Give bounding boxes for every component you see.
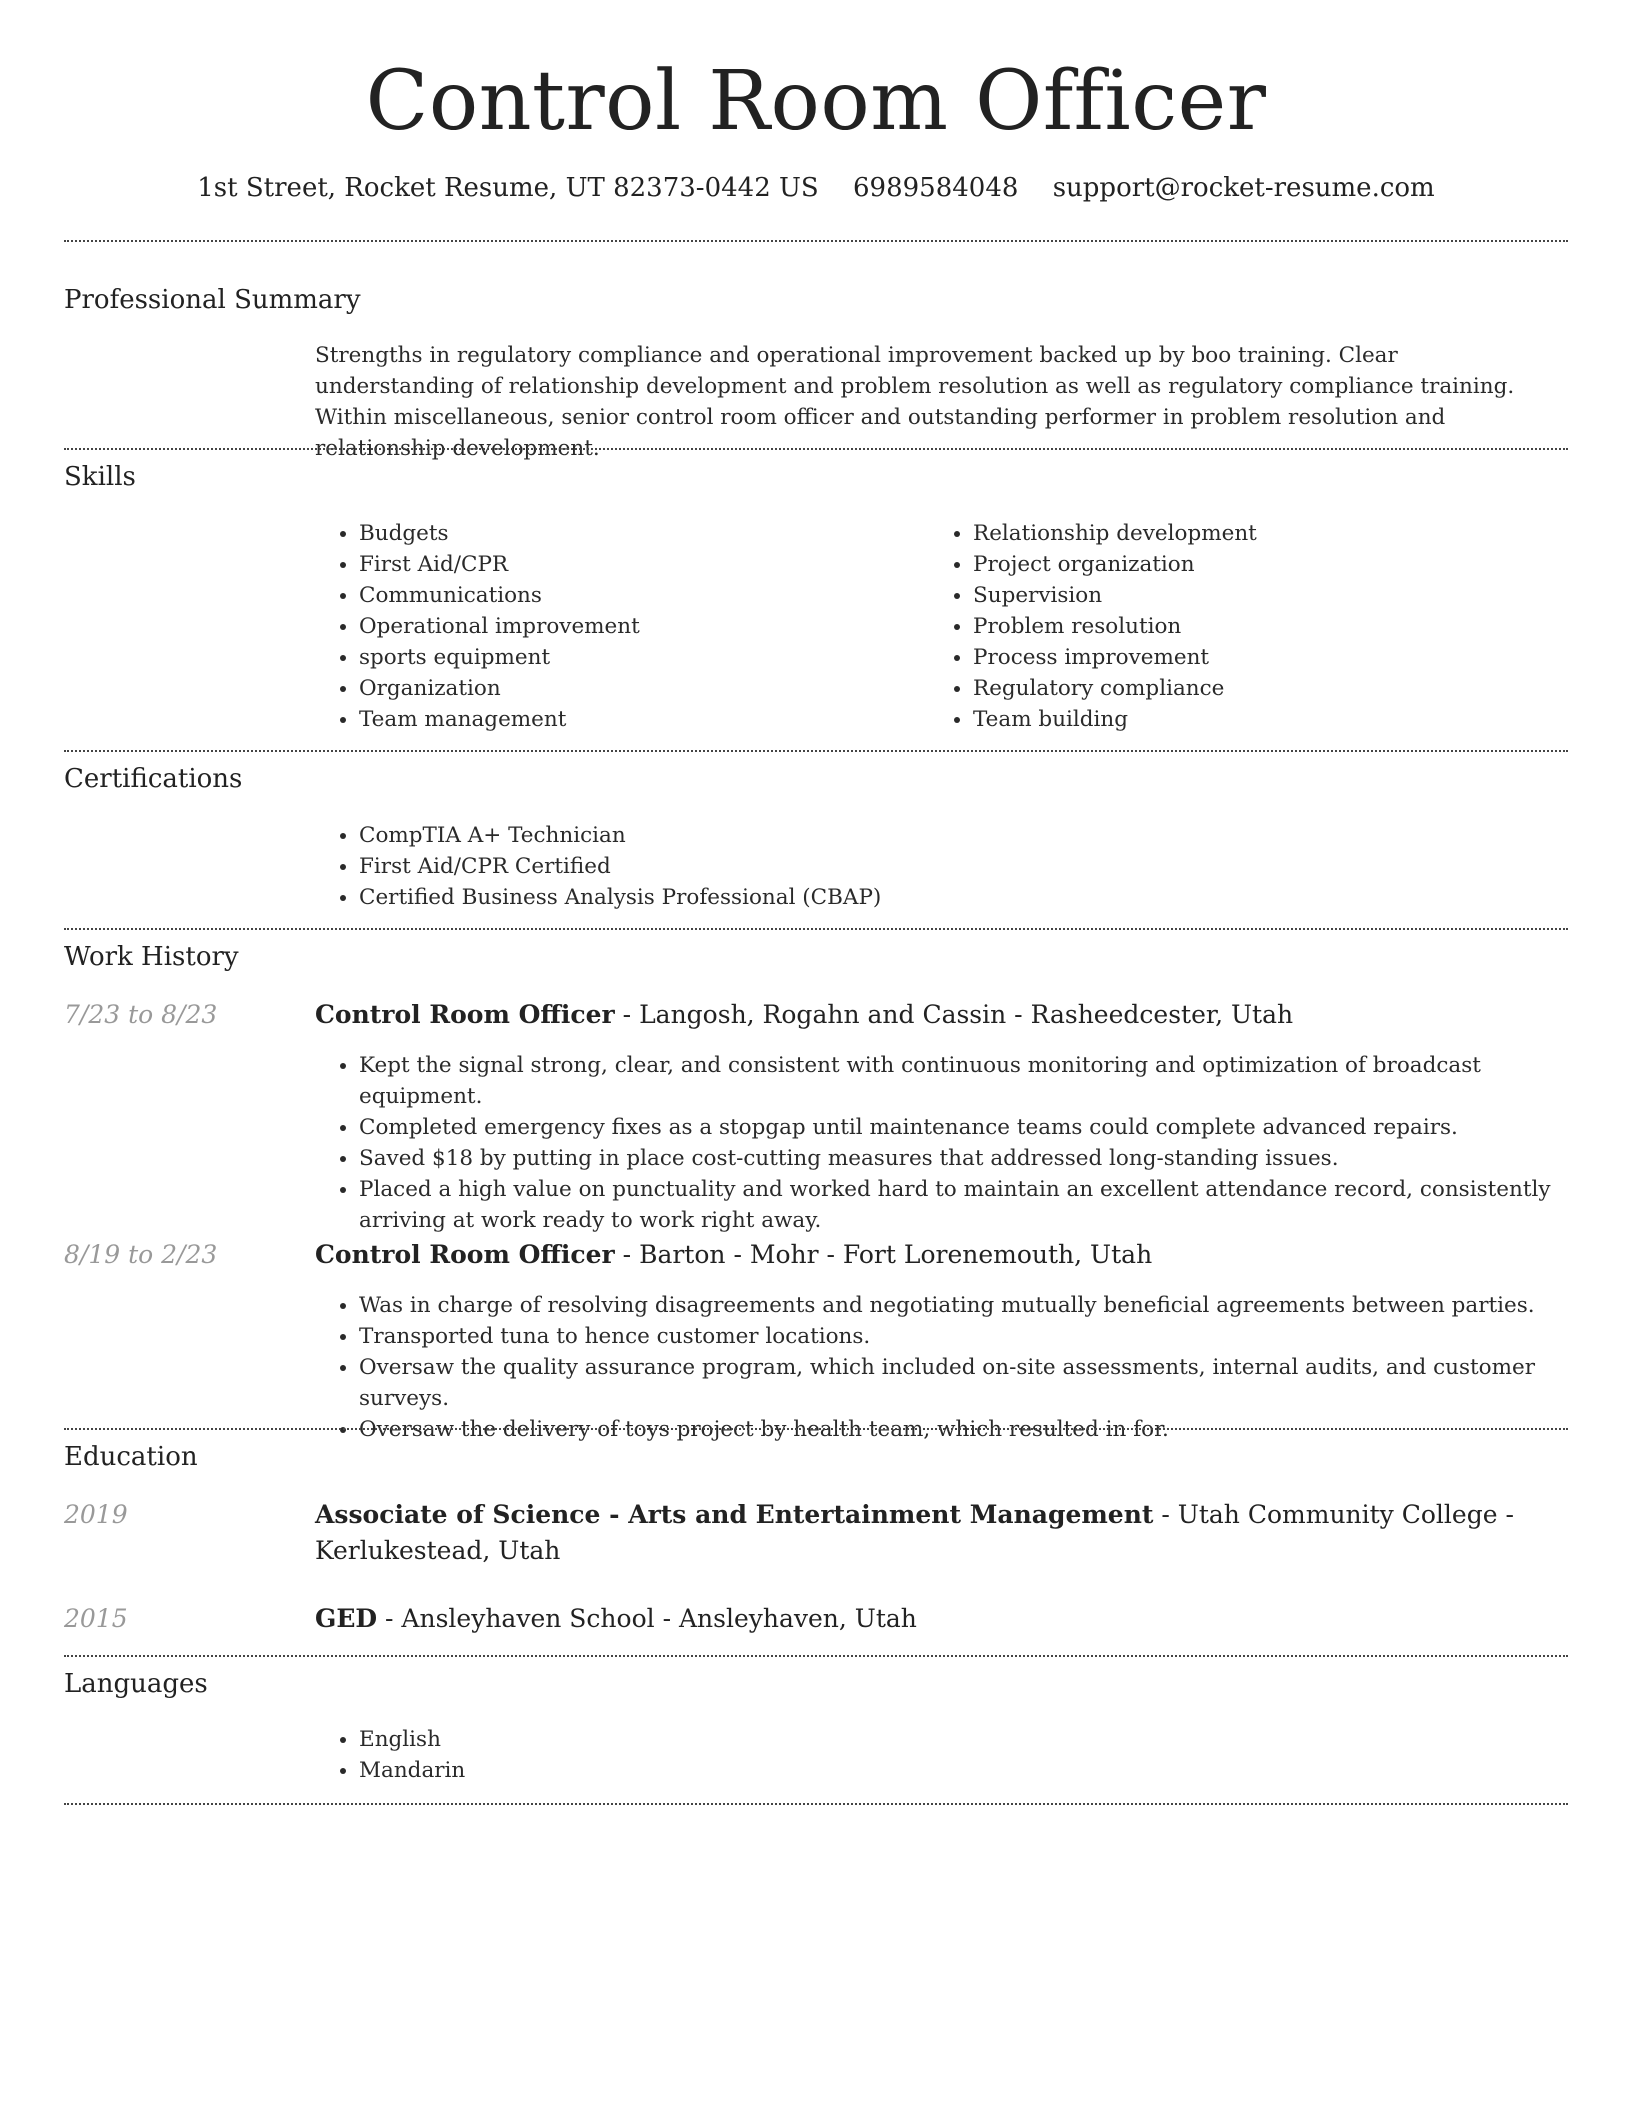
job-bullets: [315, 1290, 1584, 1445]
list-item: • Problem resolution: [973, 611, 1573, 642]
divider: [64, 448, 1568, 450]
list-item: • Budgets: [359, 518, 919, 549]
job-dates: 8/19 to 2/23: [64, 1240, 218, 1269]
education-degree: Associate of Science - Arts and Entertainment Management: [315, 1500, 1154, 1529]
list-item: • Saved $18 by putting in place cost-cutting measures that addressed long-standing issues.: [359, 1143, 1584, 1174]
list-item: • Supervision: [973, 580, 1573, 611]
list-item: • Relationship development: [973, 518, 1573, 549]
list-item: • Operational improvement: [359, 611, 919, 642]
education-year: 2019: [64, 1500, 128, 1529]
education-heading: Education: [64, 1442, 198, 1472]
list-item: • Process improvement: [973, 642, 1573, 673]
divider: [64, 240, 1568, 242]
list-item: • Mandarin: [359, 1755, 959, 1786]
list-item: • Completed emergency fixes as a stopgap until maintenance teams could complete advanced repairs.: [359, 1112, 1584, 1143]
list-item: • Oversaw the quality assurance program, which included on-site assessments, internal audits, and customer surveys.: [359, 1352, 1584, 1414]
education-degree: GED: [315, 1604, 378, 1633]
divider: [64, 1428, 1568, 1430]
work-history-heading: Work History: [64, 942, 239, 972]
list-item: • First Aid/CPR Certified: [359, 851, 1559, 882]
job-role: Control Room Officer: [315, 1000, 615, 1029]
resume-name: Control Room Officer: [365, 54, 1267, 149]
divider: [64, 928, 1568, 930]
divider: [64, 750, 1568, 752]
languages-list: [315, 1724, 959, 1786]
list-item: • Organization: [359, 673, 919, 704]
list-item: • sports equipment: [359, 642, 919, 673]
list-item: • Team building: [973, 704, 1573, 735]
divider: [64, 1655, 1568, 1657]
list-item: • Team management: [359, 704, 919, 735]
job-bullets: [315, 1050, 1584, 1236]
job-details: - Langosh, Rogahn and Cassin - Rasheedcester, Utah: [614, 1000, 1294, 1029]
skills-list-right: [929, 518, 1573, 735]
certifications-list: [315, 820, 1559, 913]
contact-email[interactable]: support@rocket-resume.com: [1052, 173, 1435, 203]
education-details: - Ansleyhaven School - Ansleyhaven, Utah: [377, 1604, 917, 1633]
list-item: • Certified Business Analysis Professional (CBAP): [359, 882, 1559, 913]
list-item: • Regulatory compliance: [973, 673, 1573, 704]
education-entry: [315, 1497, 1565, 1569]
summary-heading: Professional Summary: [64, 285, 361, 315]
list-item: • CompTIA A+ Technician: [359, 820, 1559, 851]
contact-address: 1st Street, Rocket Resume, UT 82373-0442 US: [197, 173, 819, 203]
education-details: - Utah Community College - Kerlukestead, Utah: [315, 1500, 1514, 1565]
job-title: [315, 1237, 1565, 1273]
list-item: • Transported tuna to hence customer locations.: [359, 1321, 1584, 1352]
job-details: - Barton - Mohr - Fort Lorenemouth, Utah: [614, 1240, 1153, 1269]
certifications-heading: Certifications: [64, 764, 243, 794]
job-title: [315, 997, 1565, 1033]
languages-heading: Languages: [64, 1669, 208, 1699]
list-item: • First Aid/CPR: [359, 549, 919, 580]
education-year: 2015: [64, 1604, 128, 1633]
list-item: • Was in charge of resolving disagreements and negotiating mutually beneficial agreements between parties.: [359, 1290, 1584, 1321]
skills-heading: Skills: [64, 462, 136, 492]
list-item: • Oversaw the delivery of toys project by health team, which resulted in for.: [359, 1414, 1584, 1445]
list-item: • English: [359, 1724, 959, 1755]
contact-line: [0, 170, 1632, 206]
list-item: • Project organization: [973, 549, 1573, 580]
job-dates: 7/23 to 8/23: [64, 1000, 218, 1029]
list-item: • Kept the signal strong, clear, and consistent with continuous monitoring and optimization of broadcast equipment.: [359, 1050, 1584, 1112]
skills-list-left: [315, 518, 919, 735]
education-entry: [315, 1601, 1565, 1637]
job-role: Control Room Officer: [315, 1240, 615, 1269]
contact-phone: 6989584048: [853, 173, 1019, 203]
summary-text: Strengths in regulatory compliance and operational improvement backed up by boo training. Clear understanding of relationship development and problem resolution as well as regulatory compliance training. Within miscellaneous, senior control room officer and outstanding performer in problem resolution and relationship development.: [315, 343, 1515, 461]
list-item: • Communications: [359, 580, 919, 611]
list-item: • Placed a high value on punctuality and worked hard to maintain an excellent attendance record, consistently arriving at work ready to work right away.: [359, 1174, 1584, 1236]
divider: [64, 1803, 1568, 1805]
